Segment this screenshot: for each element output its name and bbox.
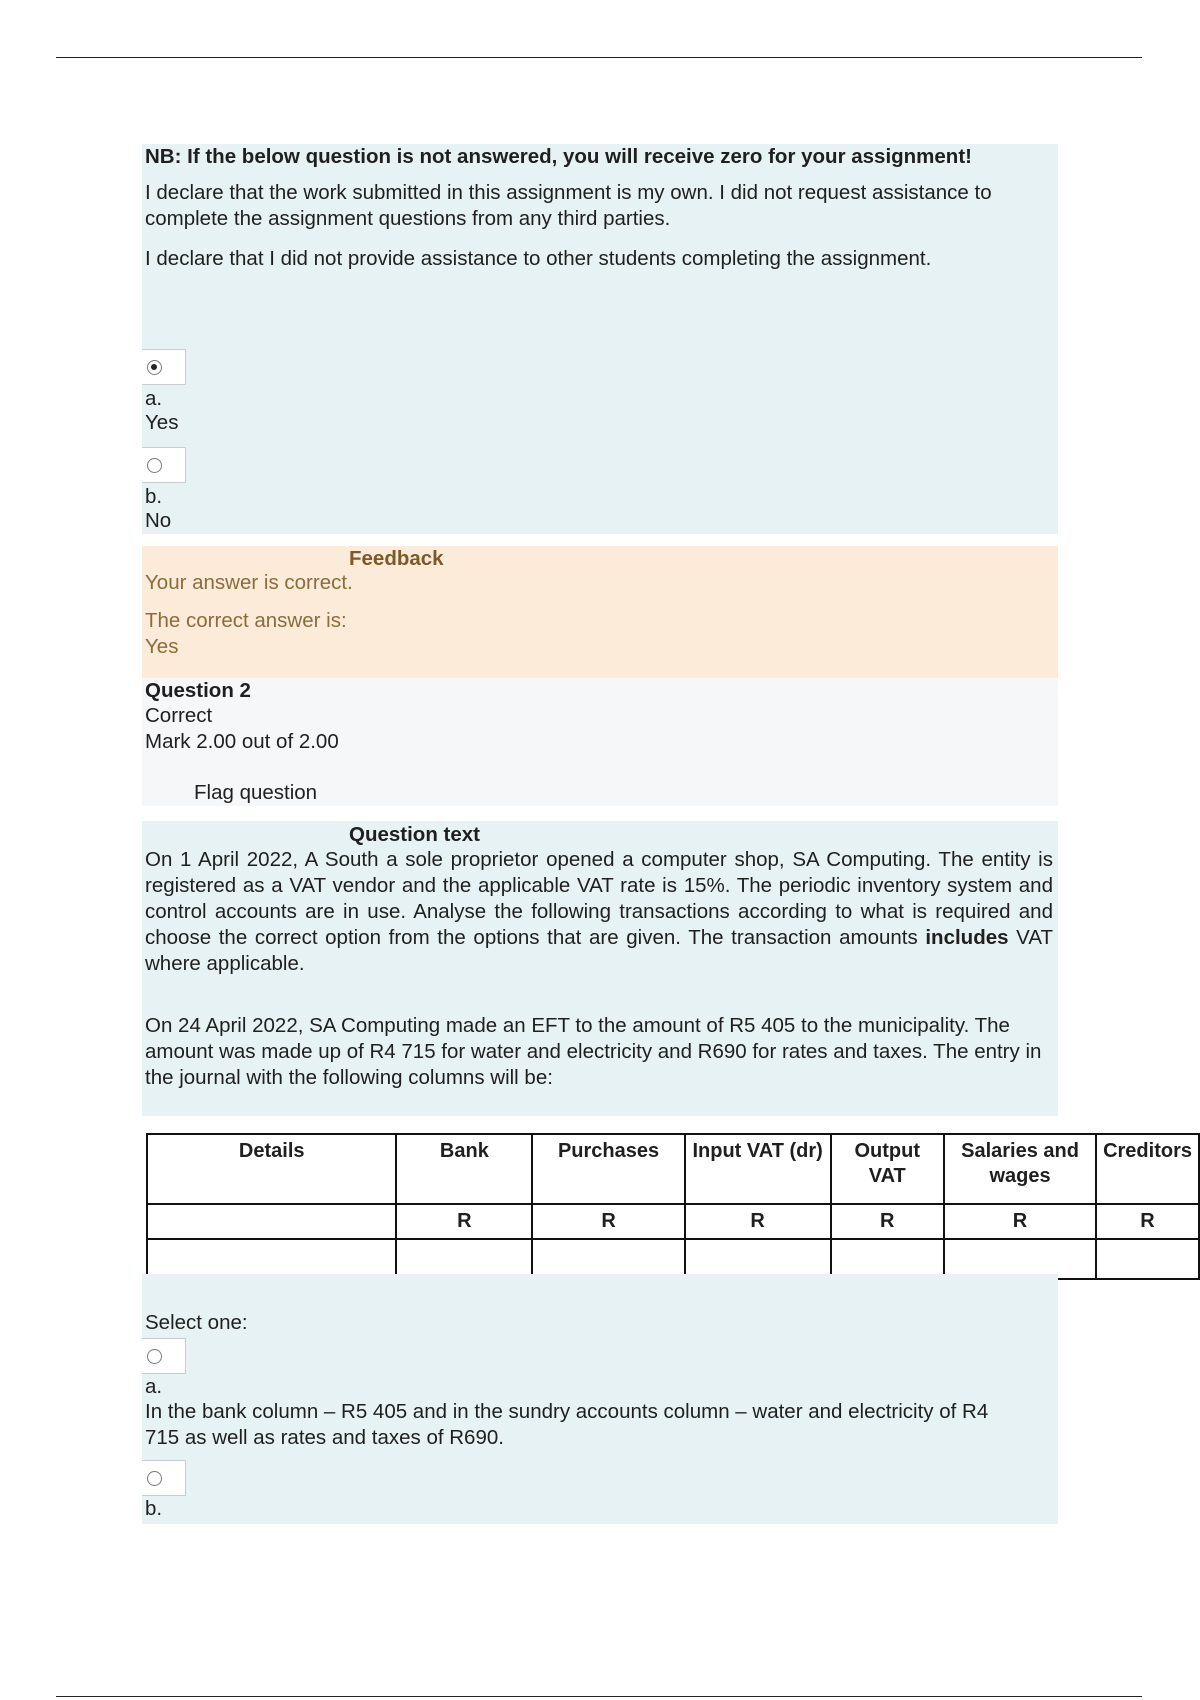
col-purchases: Purchases xyxy=(532,1134,684,1204)
question2-title: Question 2 xyxy=(145,679,251,702)
question2-info xyxy=(142,678,1058,806)
option-b-radio[interactable] xyxy=(142,447,186,483)
unit-purchases: R xyxy=(532,1204,684,1239)
blank-cell xyxy=(147,1239,396,1279)
blank-cell xyxy=(1096,1239,1199,1279)
declaration-no-assistance: I declare that I did not provide assistance to other students completing the assignment. xyxy=(145,247,932,270)
col-salaries-wages: Salaries and wages xyxy=(944,1134,1096,1204)
correct-answer-value: Yes xyxy=(145,635,179,658)
declaration-own-work: I declare that the work submitted in this assignment is my own. I did not request assistance to complete the assignment questions from any third parties. xyxy=(145,181,992,230)
question-text-heading: Question text xyxy=(349,823,480,846)
blank-cell xyxy=(944,1239,1096,1279)
journal-table xyxy=(146,1133,1200,1280)
col-details: Details xyxy=(147,1134,396,1204)
answer-a-text[interactable]: In the bank column – R5 405 and in the sundry accounts column – water and electricity of R4 715 as well as rates and taxes of R690. xyxy=(145,1400,989,1449)
unit-details xyxy=(147,1204,396,1239)
option-a-label[interactable]: Yes xyxy=(145,411,179,434)
journal-header-row xyxy=(147,1134,1199,1204)
option-a-radio[interactable] xyxy=(142,349,186,385)
select-one-label: Select one: xyxy=(145,1311,248,1334)
question-text-paragraph2: On 24 April 2022, SA Computing made an EFT to the amount of R5 405 to the municipality. The amount was made up of R4 715 for water and electricity and R690 for rates and taxes. The entry in the journal with the following columns will be: xyxy=(145,1014,1042,1089)
radio-unchecked-icon xyxy=(147,458,162,473)
feedback-title: Feedback xyxy=(349,547,444,570)
journal-blank-row xyxy=(147,1239,1199,1279)
radio-unchecked-icon xyxy=(147,1471,162,1486)
correct-answer-label: The correct answer is: xyxy=(145,609,347,632)
answer-a-letter: a. xyxy=(145,1375,163,1398)
question2-mark: Mark 2.00 out of 2.00 xyxy=(145,730,339,753)
blank-cell xyxy=(831,1239,944,1279)
unit-bank: R xyxy=(396,1204,532,1239)
col-bank: Bank xyxy=(396,1134,532,1204)
blank-cell xyxy=(685,1239,831,1279)
radio-unchecked-icon xyxy=(147,1349,162,1364)
option-b-label[interactable]: No xyxy=(145,509,172,532)
unit-creditors: R xyxy=(1096,1204,1199,1239)
col-output-vat: Output VAT xyxy=(831,1134,944,1204)
col-creditors: Creditors xyxy=(1096,1134,1199,1204)
unit-input-vat: R xyxy=(685,1204,831,1239)
bottom-rule xyxy=(56,1696,1142,1697)
top-rule xyxy=(56,57,1142,58)
unit-salaries-wages: R xyxy=(944,1204,1096,1239)
option-a-letter: a. xyxy=(145,387,163,410)
unit-output-vat: R xyxy=(831,1204,944,1239)
question1-box xyxy=(142,144,1058,534)
question2-status: Correct xyxy=(145,704,213,727)
journal-units-row xyxy=(147,1204,1199,1239)
answer-a-radio[interactable] xyxy=(142,1338,186,1374)
answer-b-radio[interactable] xyxy=(142,1460,186,1496)
blank-cell xyxy=(532,1239,684,1279)
question-text-paragraph1: On 1 April 2022, A South a sole proprietor opened a computer shop, SA Computing. The entity is registered as a VAT vendor and the applicable VAT rate is 15%. The periodic inventory system and control accounts are in use. Analyse the following transactions according to what is required and choose the correct option from the options that are given. The transaction amounts includes VAT where applicable. xyxy=(145,848,1053,975)
warning-text: NB: If the below question is not answered, you will receive zero for your assignment! xyxy=(145,145,972,168)
col-input-vat: Input VAT (dr) xyxy=(685,1134,831,1204)
question-text-box xyxy=(142,821,1058,1116)
blank-cell xyxy=(396,1239,532,1279)
flag-question-link[interactable]: Flag question xyxy=(194,781,318,804)
answer-b-letter: b. xyxy=(145,1497,163,1520)
feedback-result: Your answer is correct. xyxy=(145,571,353,594)
answers-box xyxy=(142,1274,1058,1524)
option-b-letter: b. xyxy=(145,485,163,508)
radio-checked-icon xyxy=(147,360,162,375)
feedback-box xyxy=(142,546,1058,678)
